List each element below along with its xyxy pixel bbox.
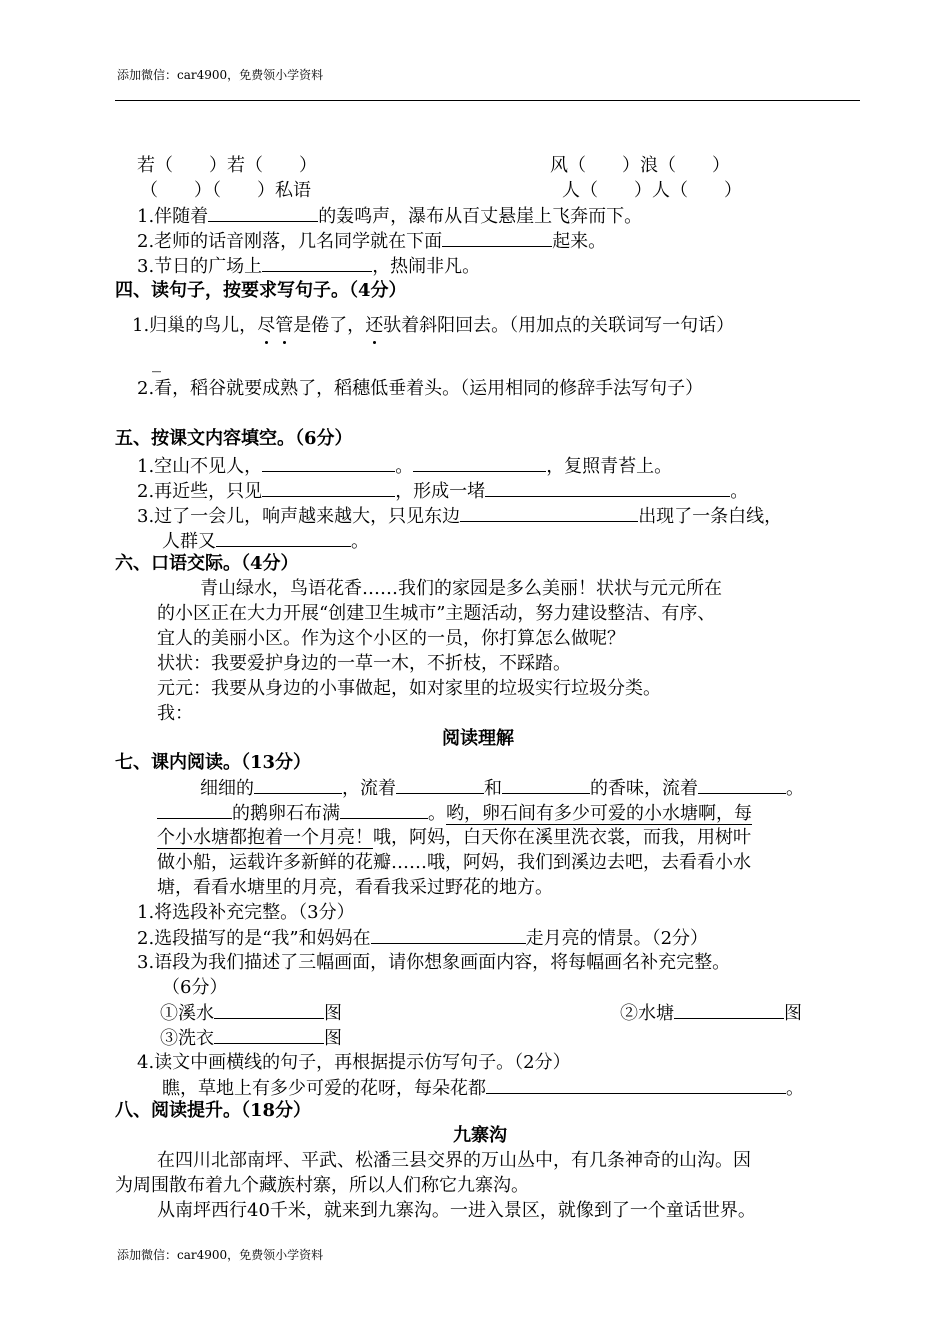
answer-blank[interactable] — [208, 205, 318, 222]
sec7-imitation-line: 瞧，草地上有多少可爱的花呀，每朵花都 。 — [162, 1078, 804, 1099]
picture-name-1: ①溪水 图 — [160, 1003, 342, 1024]
answer-blank[interactable] — [485, 480, 730, 497]
article-title: 九寨沟 — [453, 1125, 507, 1146]
sec5-line-2: 2.再近些，只见 ，形成一堵 。 — [137, 481, 749, 502]
section-7-title: 七、课内阅读。（13分） — [115, 752, 312, 773]
passage-line-3: 个小水塘都抱着一个月亮！哦，阿妈，白天你在溪里洗衣裳，而我，用树叶 — [157, 827, 751, 848]
answer-blank[interactable] — [216, 530, 351, 547]
answer-blank[interactable] — [262, 480, 395, 497]
sec7-question-1: 1.将选段补充完整。（3分） — [137, 902, 355, 923]
section-4-title: 四、读句子，按要求写句子。（4分） — [115, 280, 407, 301]
sec5-line-3: 3.过了一会儿，响声越来越大，只见东边 出现了一条白线， — [137, 506, 783, 527]
sec7-question-2: 2.选段描写的是“我”和妈妈在 走月亮的情景。（2分） — [137, 928, 709, 949]
sec4-question-1: 1.归巢的鸟儿，尽管是倦了，还驮着斜阳回去。（用加点的关联词写一句话） — [132, 315, 735, 336]
passage-line-4: 做小船，运载许多新鲜的花瓣……哦，阿妈，我们到溪边去吧，去看看小水 — [157, 852, 751, 873]
sec4-answer-line[interactable]: _ — [152, 352, 161, 373]
section-8-title: 八、阅读提升。（18分） — [115, 1100, 312, 1121]
idiom-row1-left: 若（ ）若（ ） — [137, 155, 317, 176]
fill-sentence-2: 2.老师的话音刚落，几名同学就在下面 起来。 — [137, 231, 607, 252]
article-para-1: 在四川北部南坪、平武、松潘三县交界的万山丛中，有几条神奇的山沟。因 — [157, 1150, 751, 1171]
answer-blank[interactable] — [674, 1002, 784, 1019]
answer-blank[interactable] — [214, 1027, 324, 1044]
sec7-question-3-score: （6分） — [162, 977, 228, 998]
answer-blank[interactable] — [340, 802, 428, 819]
article-para-2: 从南坪西行40千米，就来到九寨沟。一进入景区，就像到了一个童话世界。 — [157, 1200, 756, 1221]
sec7-question-3: 3.语段为我们描述了三幅画面，请你想象画面内容，将每幅画名补充完整。 — [137, 952, 731, 973]
answer-blank[interactable] — [262, 255, 372, 272]
answer-blank[interactable] — [157, 802, 232, 819]
picture-name-3: ③洗衣 图 — [160, 1028, 342, 1049]
answer-blank[interactable] — [396, 777, 484, 794]
answer-blank[interactable] — [254, 777, 342, 794]
underlined-sentence: 哟，卵石间有多少可爱的小水塘啊，每 — [446, 803, 752, 824]
article-para-1-cont: 为周围散布着九个藏族村寨，所以人们称它九寨沟。 — [115, 1175, 529, 1196]
sec4-question-2: 2.看，稻谷就要成熟了，稻穗低垂着头。（运用相同的修辞手法写句子） — [137, 378, 704, 399]
section-6-title: 六、口语交际。（4分） — [115, 553, 299, 574]
sec5-line-1: 1.空山不见人， 。 ，复照青苔上。 — [137, 456, 673, 477]
sec6-para-3: 宜人的美丽小区。作为这个小区的一员，你打算怎么做呢？ — [157, 628, 625, 649]
passage-line-1: 细细的 ，流着 和 的香味，流着 。 — [200, 778, 804, 799]
sec6-my-answer: 我： — [157, 703, 193, 724]
answer-blank[interactable] — [371, 927, 526, 944]
passage-line-2: 的鹅卵石布满 。哟，卵石间有多少可爱的小水塘啊，每 — [157, 802, 752, 825]
answer-blank[interactable] — [442, 230, 552, 247]
sec6-para-1: 青山绿水，鸟语花香……我们的家园是多么美丽！状状与元元所在 — [200, 578, 722, 599]
sec6-para-2: 的小区正在大力开展“创建卫生城市”主题活动，努力建设整洁、有序、 — [157, 603, 716, 624]
answer-blank[interactable] — [413, 455, 546, 472]
section-5-title: 五、按课文内容填空。（6分） — [115, 428, 353, 449]
reading-heading: 阅读理解 — [442, 728, 514, 749]
idiom-row1-right: 风（ ）浪（ ） — [550, 155, 730, 176]
sec5-line-4: 人群又 。 — [162, 531, 369, 552]
header-note: 添加微信：car4900，免费领小学资料 — [117, 68, 324, 82]
answer-blank[interactable] — [698, 777, 786, 794]
answer-blank[interactable] — [460, 505, 638, 522]
footer-note: 添加微信：car4900，免费领小学资料 — [117, 1248, 324, 1262]
answer-blank[interactable] — [502, 777, 590, 794]
fill-sentence-1: 1.伴随着 的轰鸣声，瀑布从百丈悬崖上飞奔而下。 — [137, 206, 643, 227]
sec6-dialogue-2: 元元：我要从身边的小事做起，如对家里的垃圾实行垃圾分类。 — [157, 678, 661, 699]
answer-blank[interactable] — [486, 1077, 786, 1094]
answer-blank[interactable] — [262, 455, 395, 472]
sec7-question-4: 4.读文中画横线的句子，再根据提示仿写句子。（2分） — [137, 1052, 571, 1073]
answer-blank[interactable] — [214, 1002, 324, 1019]
sec6-dialogue-1: 状状：我要爱护身边的一草一木，不折枝，不踩踏。 — [157, 653, 571, 674]
picture-name-2: ②水塘 图 — [620, 1003, 802, 1024]
passage-line-5: 塘，看看水塘里的月亮，看看我采过野花的地方。 — [157, 877, 553, 898]
idiom-row2-right: 人（ ）人（ ） — [562, 180, 742, 201]
idiom-row2-left: （ ）（ ）私语 — [140, 180, 311, 201]
underlined-sentence: 个小水塘都抱着一个月亮！ — [157, 827, 373, 848]
fill-sentence-3: 3.节日的广场上 ，热闹非凡。 — [137, 256, 481, 277]
header-rule — [115, 100, 860, 101]
